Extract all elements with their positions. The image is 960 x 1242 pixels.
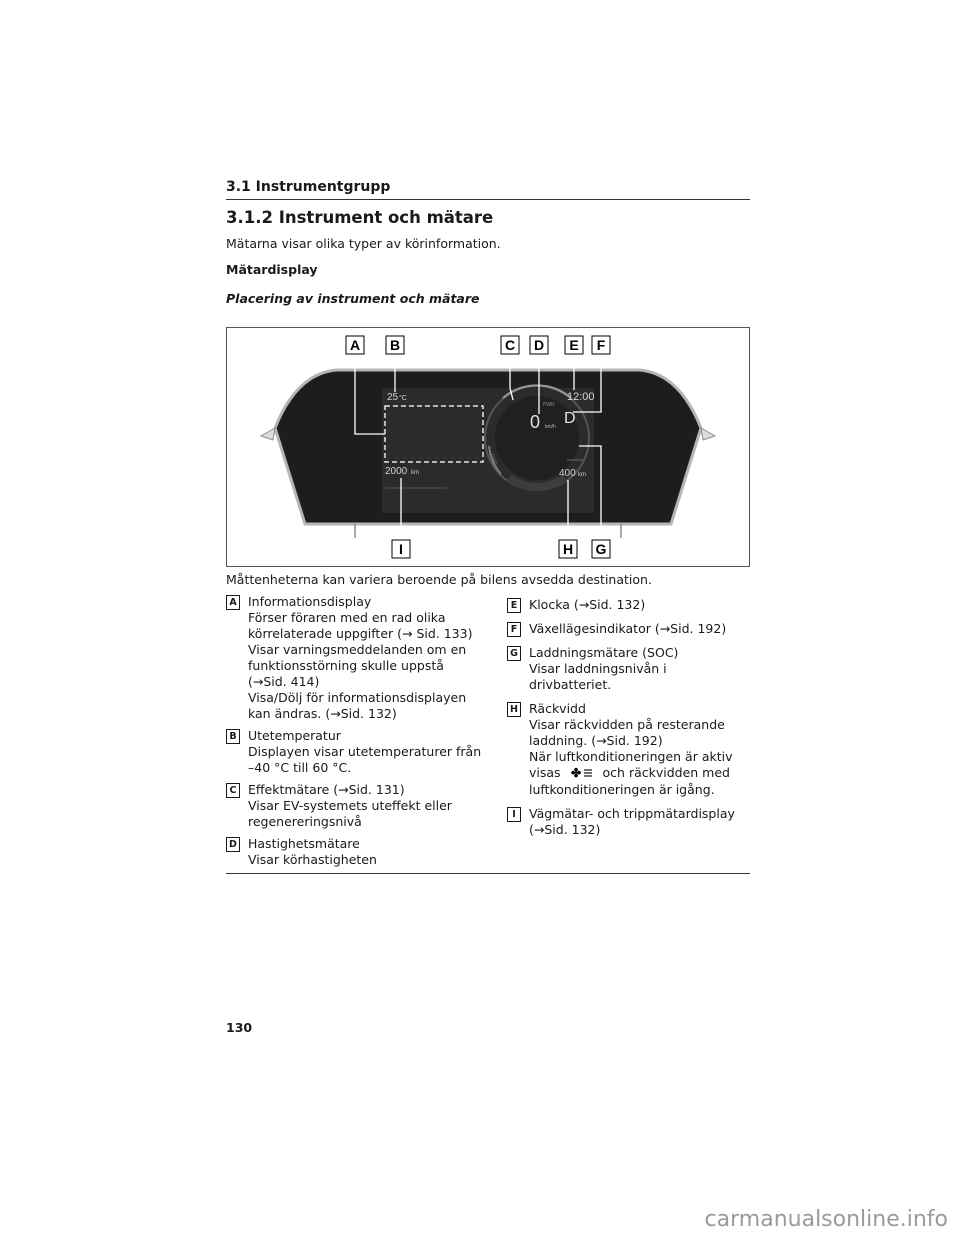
gear-indicator: D	[564, 410, 576, 427]
intro-text: Mätarna visar olika typer av körinformation.	[226, 236, 501, 251]
air-conditioning-icon	[571, 766, 593, 782]
speed-value: 0	[530, 412, 541, 432]
svg-text:G: G	[595, 541, 607, 557]
legend-item-h: H Räckvidd Visar räckvidden på resterande laddning. (→Sid. 192) När luftkonditioneringen är aktiv visas ✤ och räckvidden med luftkonditioneringen är igång.	[507, 701, 752, 798]
svg-text:H: H	[562, 541, 574, 557]
subheading: Mätardisplay	[226, 262, 318, 277]
legend-item-b: B Utetemperatur Displayen visar utetemperaturer från –40 °C till 60 °C.	[226, 728, 486, 776]
legend-left-column	[226, 594, 486, 868]
svg-text:I: I	[399, 541, 403, 557]
speed-unit: km/h	[545, 424, 556, 430]
callout-h	[559, 540, 577, 558]
legend-key-a: A	[226, 595, 240, 610]
temperature-value: 25	[387, 392, 399, 403]
section-header: 3.1 Instrumentgrupp	[226, 179, 391, 195]
callout-i	[392, 540, 410, 558]
svg-text:B: B	[389, 337, 401, 353]
legend-key-g: G	[507, 646, 521, 661]
legend-item-c: C Effektmätare (→Sid. 131) Visar EV-systemets uteffekt eller regenereringsnivå	[226, 782, 486, 830]
legend-item-a: A Informationsdisplay Förser föraren med en rad olika körrelaterade uppgifter (→ Sid. 133) Visar varningsmeddelanden om en funktionsstörning skulle uppstå (→Sid. 414) Visa/Dölj för informationsdisplayen kan ändras. (→Sid. 132)	[226, 594, 486, 722]
legend-key-h: H	[507, 702, 521, 717]
legend-item-i: I Vägmätar- och trippmätardisplay (→Sid. 132)	[507, 806, 752, 838]
callout-g	[592, 540, 610, 558]
legend-key-f: F	[507, 622, 521, 637]
svg-text:C: C	[504, 337, 516, 353]
callout-e	[565, 336, 583, 354]
legend-key-d: D	[226, 837, 240, 852]
clock-value: 12:00	[567, 391, 595, 403]
callout-a	[346, 336, 364, 354]
instrument-cluster-figure	[226, 327, 750, 567]
legend-item-d: D Hastighetsmätare Visar körhastigheten	[226, 836, 486, 868]
figure-caption: Placering av instrument och mätare	[226, 291, 480, 306]
legend-item-f: F Växellägesindikator (→Sid. 192)	[507, 621, 752, 637]
temperature-unit: °C	[399, 395, 407, 402]
svg-text:E: E	[569, 337, 579, 353]
range-unit: km	[578, 472, 586, 478]
svg-text:F: F	[596, 337, 606, 353]
svg-text:✤: ✤	[570, 765, 581, 778]
legend-item-g: G Laddningsmätare (SOC) Visar laddningsnivån i drivbatteriet.	[507, 645, 752, 693]
subsection-title: 3.1.2 Instrument och mätare	[226, 208, 494, 227]
legend-key-c: C	[226, 783, 240, 798]
units-note: Måttenheterna kan variera beroende på bilens avsedda destination.	[226, 572, 652, 587]
page-number: 130	[226, 1020, 253, 1035]
odometer-value: 2000	[385, 466, 408, 477]
callout-b	[386, 336, 404, 354]
range-value: 400	[559, 468, 576, 479]
legend-item-e: E Klocka (→Sid. 132)	[507, 597, 752, 613]
callout-d	[530, 336, 548, 354]
power-arc-label: PWR	[543, 402, 555, 408]
charge-arc-label: CHG	[488, 453, 498, 466]
legend-key-i: I	[507, 807, 521, 822]
callout-c	[501, 336, 519, 354]
section-divider	[226, 199, 750, 200]
legend-right-column	[507, 597, 752, 838]
svg-text:D: D	[533, 337, 545, 353]
site-watermark: carmanualsonline.info	[704, 1207, 948, 1232]
svg-text:A: A	[349, 337, 361, 353]
callout-f	[592, 336, 610, 354]
odometer-unit: km	[411, 470, 419, 476]
bottom-divider	[226, 873, 750, 874]
legend-key-b: B	[226, 729, 240, 744]
legend-key-e: E	[507, 598, 521, 613]
